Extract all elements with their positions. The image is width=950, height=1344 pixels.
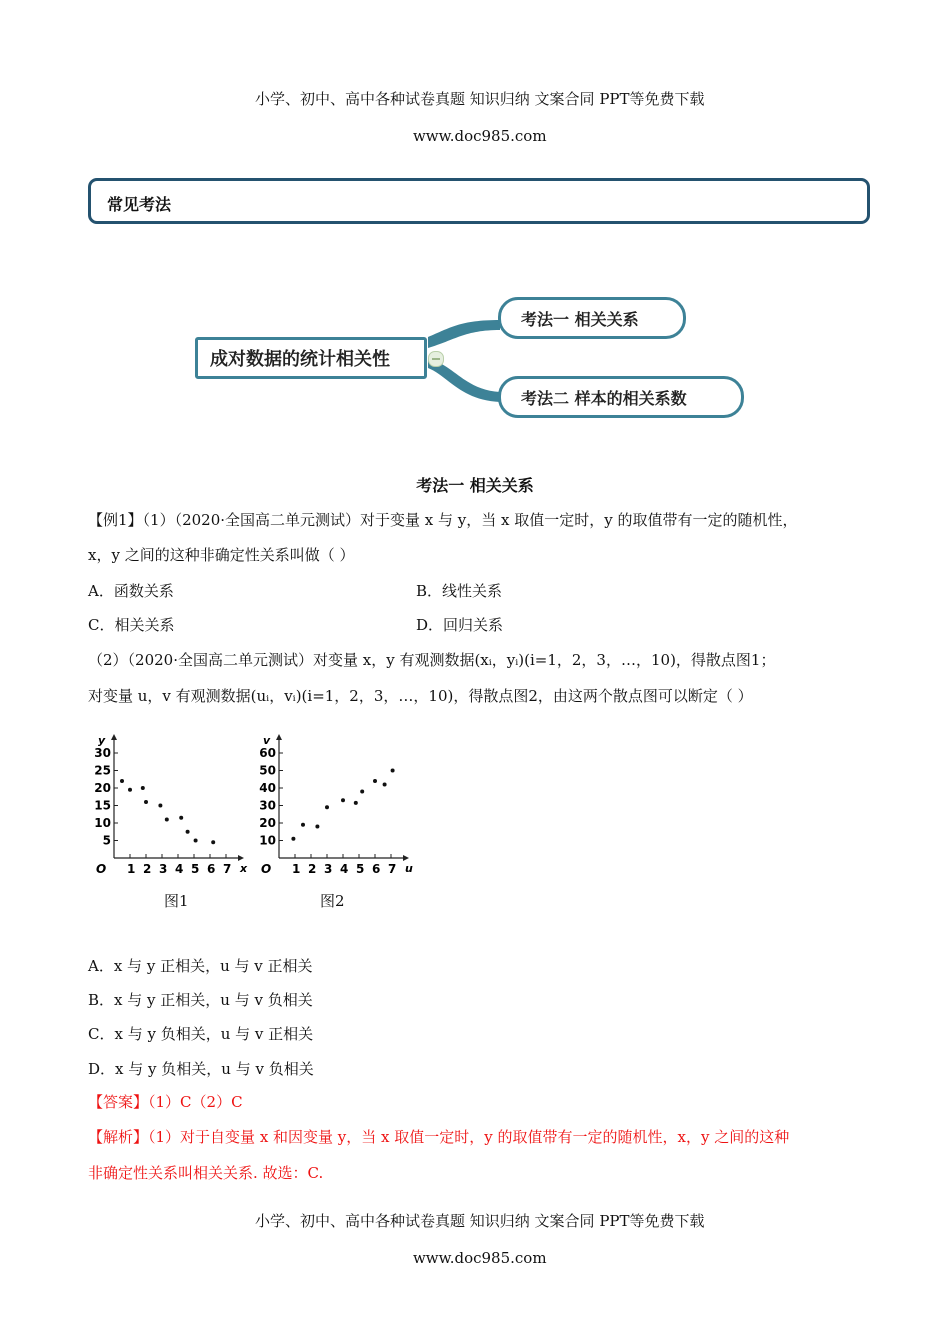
y-tick-label: 25: [94, 763, 111, 778]
footer-text: 小学、初中、高中各种试卷真题 知识归纳 文案合同 PPT等免费下载: [255, 1212, 705, 1230]
q1-option-a: A．函数关系: [88, 582, 174, 600]
q2-option-d: D．x 与 y 负相关，u 与 v 负相关: [88, 1060, 314, 1078]
y-tick-label: 15: [94, 798, 111, 813]
scatter-point: [391, 769, 395, 773]
analysis-line-1: 【解析】（1）对于自变量 x 和因变量 y，当 x 取值一定时，y 的取值带有一定的随机性，x，y 之间的这种: [88, 1128, 790, 1146]
y-axis-arrow-icon: [111, 734, 117, 740]
x-tick-label: 5: [191, 862, 200, 876]
q1-option-d: D．回归关系: [416, 616, 504, 634]
y-tick-label: 20: [94, 781, 111, 795]
page-footer: [0, 1192, 950, 1267]
scatter-point: [186, 830, 190, 834]
x-axis-label: x: [240, 862, 248, 875]
q2-option-a: A．x 与 y 正相关，u 与 v 正相关: [88, 957, 313, 975]
scatter-point: [301, 823, 305, 827]
x-tick-label: 2: [143, 862, 152, 876]
q1-line-2: x，y 之间的这种非确定性关系叫做（ ）: [88, 546, 355, 564]
scatter-point: [291, 837, 295, 841]
scatter-point: [179, 816, 183, 820]
header-text: 小学、初中、高中各种试卷真题 知识归纳 文案合同 PPT等免费下载: [255, 90, 705, 108]
x-tick-label: 7: [388, 862, 397, 876]
y-tick-label: 20: [259, 816, 276, 830]
q1-option-c: C．相关关系: [88, 616, 175, 634]
scatter-point: [373, 779, 377, 783]
q2-option-c: C．x 与 y 负相关，u 与 v 正相关: [88, 1025, 314, 1043]
y-tick-label: 50: [259, 763, 276, 778]
chart-1-caption: 图1: [164, 892, 189, 910]
answer-line: 【答案】（1）C（2）C: [88, 1093, 243, 1111]
x-tick-label: 6: [372, 862, 381, 876]
mindmap-child-1: 考法一 相关关系: [498, 297, 686, 339]
y-axis-arrow-icon: [276, 734, 282, 740]
section-title: 考法一 相关关系: [416, 476, 534, 495]
y-tick-label: 10: [94, 816, 111, 830]
origin-label: O: [96, 862, 107, 876]
q2-line-1: （2）（2020·全国高二单元测试）对变量 x，y 有观测数据(xᵢ，yᵢ)(i=1，2，3，…，10)，得散点图1；: [88, 651, 776, 669]
y-axis-label: v: [263, 734, 271, 747]
q1-line-1: 【例1】（1）（2020·全国高二单元测试）对于变量 x 与 y，当 x 取值一定时，y 的取值带有一定的随机性，: [88, 511, 798, 529]
origin-label: O: [261, 862, 272, 876]
scatter-point: [354, 801, 358, 805]
scatter-point: [165, 818, 169, 822]
x-tick-label: 4: [175, 862, 184, 876]
scatter-point: [120, 779, 124, 783]
y-tick-label: 30: [259, 798, 276, 813]
q2-option-b: B．x 与 y 正相关，u 与 v 负相关: [88, 991, 313, 1009]
scatter-chart-1: [90, 728, 250, 878]
x-tick-label: 6: [207, 862, 216, 876]
x-tick-label: 2: [308, 862, 317, 876]
chart-2-caption: 图2: [320, 892, 345, 910]
x-axis-label: u: [405, 862, 413, 875]
scatter-point: [141, 786, 145, 790]
scatter-point: [325, 805, 329, 809]
section-box-title: 常见考法: [107, 195, 172, 214]
y-tick-label: 40: [259, 781, 276, 795]
y-tick-label: 30: [94, 746, 111, 760]
y-axis-label: y: [98, 734, 106, 747]
x-axis-arrow-icon: [403, 855, 409, 861]
y-tick-label: 5: [102, 833, 111, 848]
x-tick-label: 5: [356, 862, 365, 876]
q1-option-b: B．线性关系: [416, 582, 503, 600]
footer-url[interactable]: www.doc985.com: [412, 1249, 547, 1267]
scatter-point: [383, 783, 387, 787]
x-tick-label: 1: [292, 862, 301, 876]
y-tick-label: 60: [259, 746, 276, 760]
connector-top: [428, 320, 500, 348]
x-tick-label: 7: [223, 862, 232, 876]
mindmap-child-2: 考法二 样本的相关系数: [498, 376, 744, 418]
q2-line-2: 对变量 u，v 有观测数据(uᵢ，vᵢ)(i=1，2，3，…，10)，得散点图2，由这两个散点图可以断定（ ）: [88, 687, 753, 705]
page-header: [0, 70, 950, 145]
y-tick-label: 10: [259, 833, 276, 848]
scatter-point: [144, 800, 148, 804]
scatter-point: [341, 798, 345, 802]
scatter-point: [360, 790, 364, 794]
x-tick-label: 4: [340, 862, 349, 876]
collapse-toggle-icon[interactable]: [428, 351, 444, 367]
section-box: [88, 178, 870, 224]
scatter-point: [315, 825, 319, 829]
x-tick-label: 3: [159, 862, 168, 876]
scatter-point: [158, 804, 162, 808]
mindmap-root: 成对数据的统计相关性: [195, 337, 427, 379]
x-tick-label: 1: [127, 862, 136, 876]
scatter-point: [128, 788, 132, 792]
scatter-point: [194, 839, 198, 843]
header-url[interactable]: www.doc985.com: [412, 127, 547, 145]
x-axis-arrow-icon: [238, 855, 244, 861]
analysis-line-2: 非确定性关系叫相关关系. 故选：C.: [88, 1164, 324, 1182]
scatter-chart-2: [255, 728, 420, 878]
scatter-point: [211, 840, 215, 844]
x-tick-label: 3: [324, 862, 333, 876]
